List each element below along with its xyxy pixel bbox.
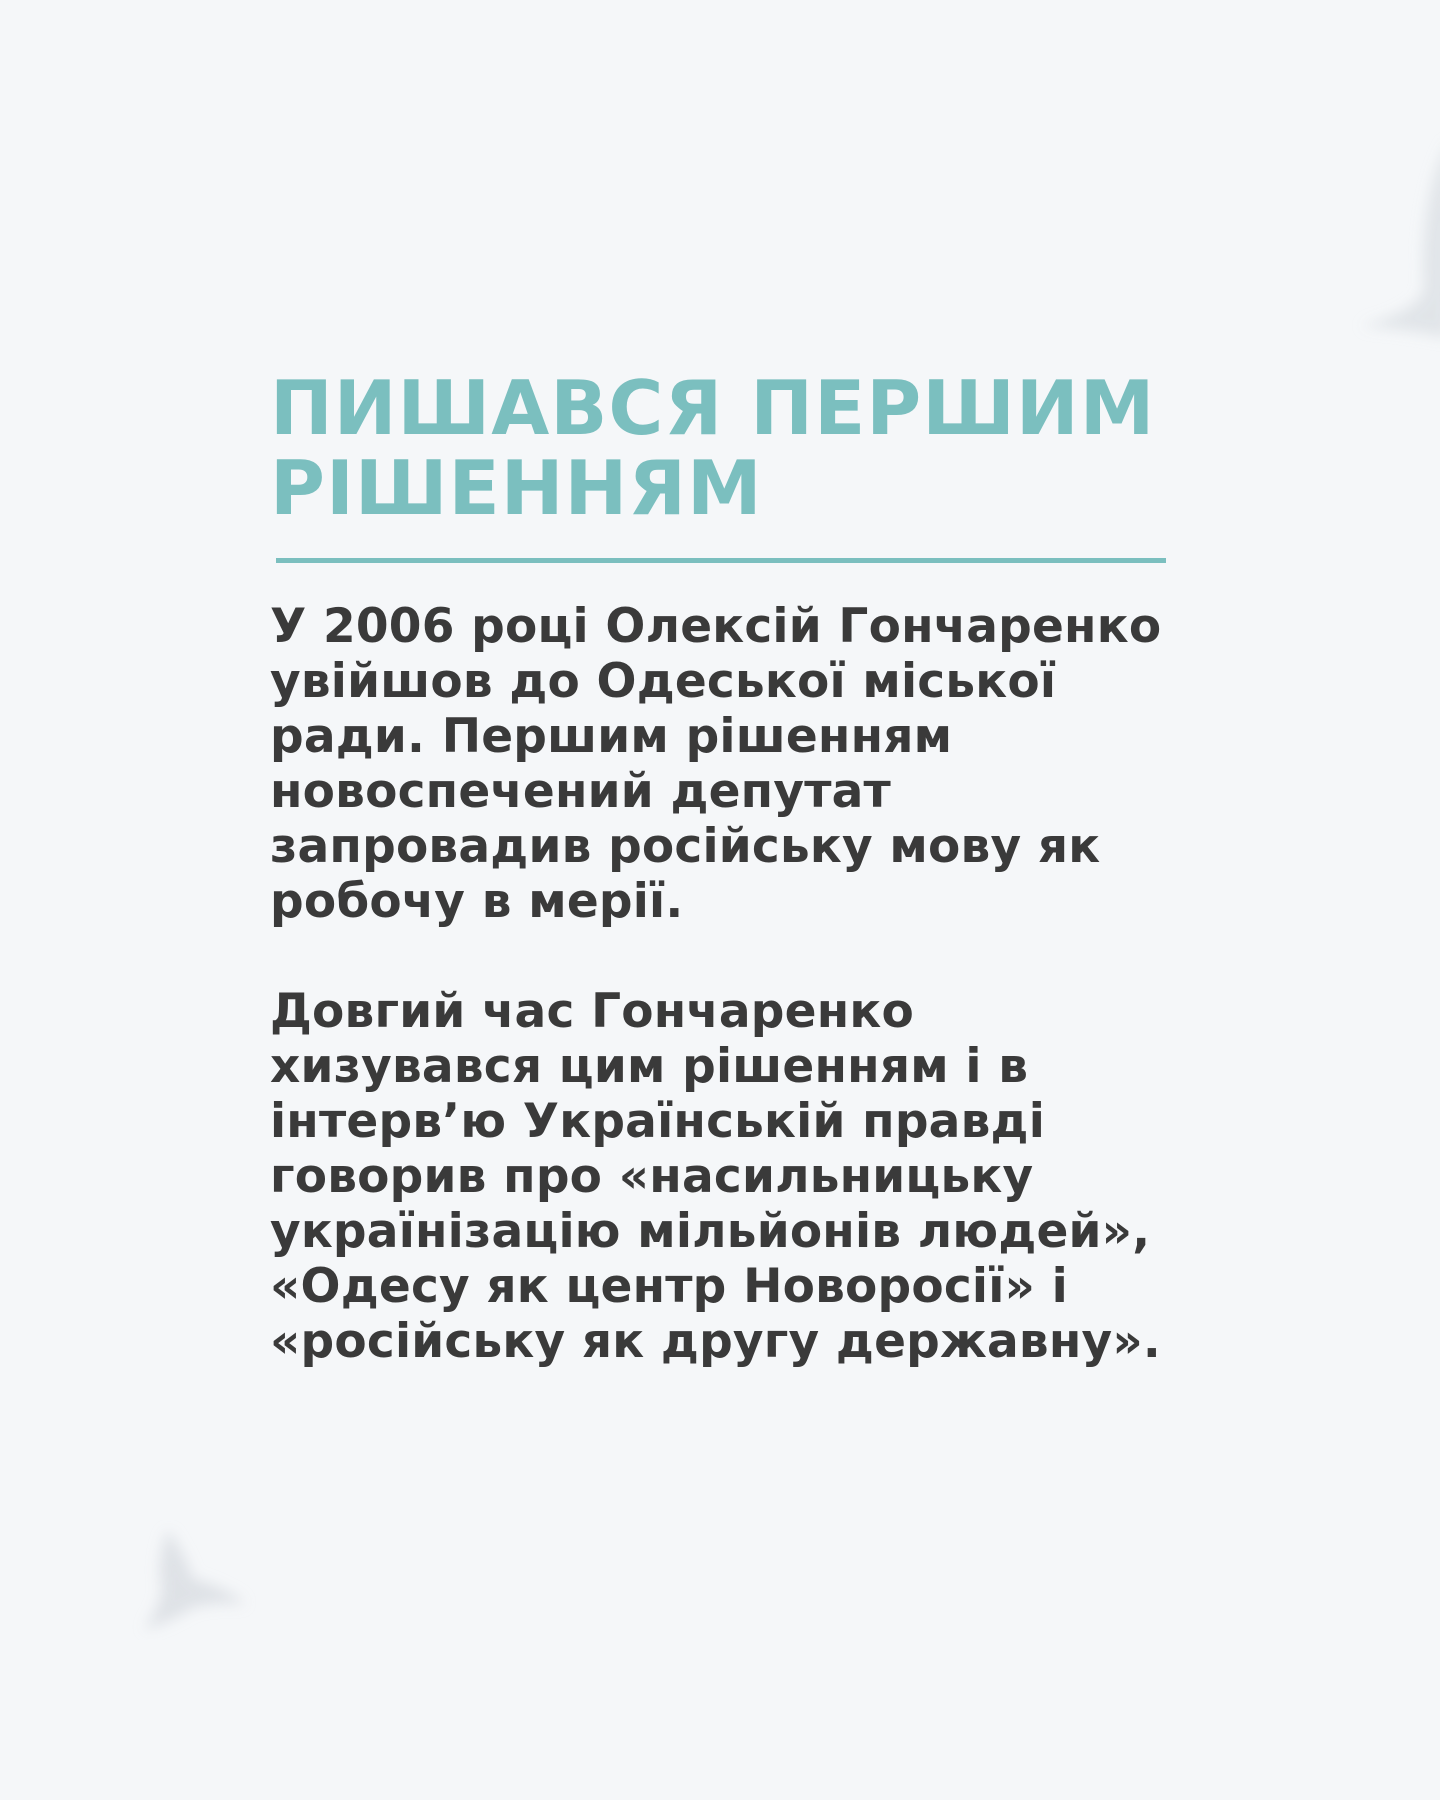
title-line-2: РІШЕННЯМ: [270, 444, 763, 532]
content: [270, 364, 1170, 1369]
paragraph-1-lead: У 2006 році Олексій Гончаренко увійшов до Одеської міської ради.: [270, 599, 1162, 764]
paragraph-1-rest: Першим рішенням новоспечений депутат запровадив російську мову як робочу в мерії.: [270, 709, 1101, 929]
bird-silhouette-top: [1340, 130, 1440, 370]
paragraph-2: Довгий час Гончаренко хизувався цим рішенням і в інтерв’ю Українській правді говорив про «насильницьку українізацію мільйонів людей», «Одесу як центр Новоросії» і «російську як другу державну».: [270, 984, 1161, 1369]
title-line-1: ПИШАВСЯ ПЕРШИМ: [270, 364, 1156, 452]
page-title: [270, 364, 1170, 532]
paragraph-1: [270, 599, 1170, 929]
title-divider: [276, 558, 1166, 563]
bird-silhouette-bottom: [120, 1520, 270, 1640]
